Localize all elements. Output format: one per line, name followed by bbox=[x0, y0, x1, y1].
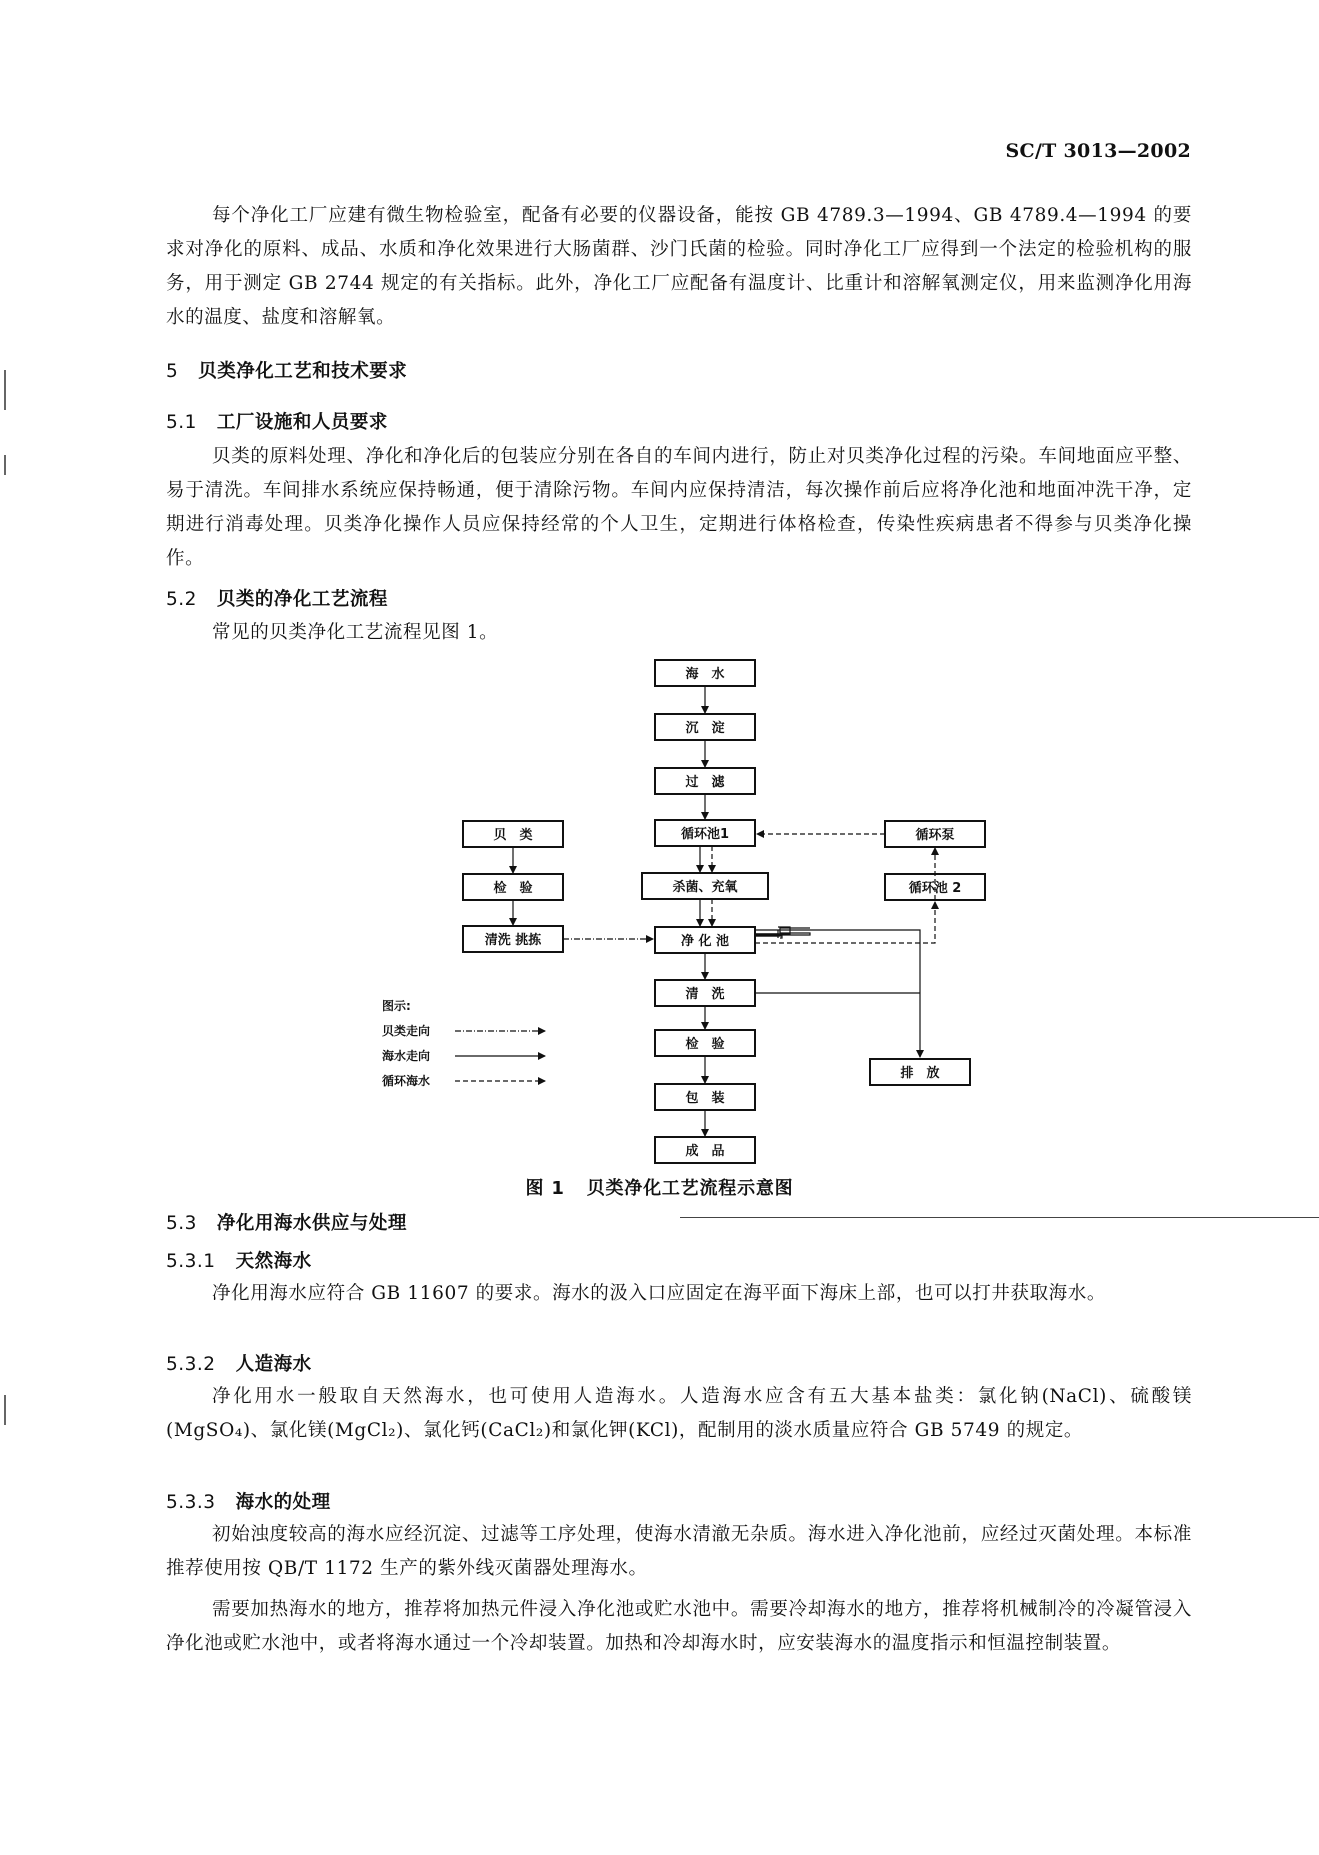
node-settle bbox=[655, 714, 755, 740]
standard-code: SC/T 3013—2002 bbox=[1005, 140, 1191, 162]
section-5-3-3-body-2 bbox=[166, 1593, 1192, 1661]
section-5-1-text: 贝类的原料处理、净化和净化后的包装应分别在各自的车间内进行，防止对贝类净化过程的污染。车间地面应平整、易于清洗。车间排水系统应保持畅通，便于清除污物。车间内应保持清洁，每次操作前后应将净化池和地面冲洗干净，定期进行消毒处理。贝类净化操作人员应保持经常的个人卫生，定期进行体格检查，传染性疾病患者不得参与贝类净化操作。 bbox=[166, 446, 1192, 569]
section-number: 5.3.2 bbox=[166, 1354, 216, 1375]
node-product-label: 成 品 bbox=[685, 1144, 725, 1159]
node-sterilize bbox=[642, 873, 768, 899]
section-5-3-heading bbox=[166, 1209, 407, 1235]
section-5-1-heading bbox=[166, 408, 388, 434]
section-number: 5.3.1 bbox=[166, 1251, 216, 1272]
node-circ-pool1-label: 循环池1 bbox=[680, 827, 730, 842]
scan-margin-mark bbox=[4, 455, 6, 475]
node-circ-pool1 bbox=[655, 820, 755, 846]
section-title: 贝类净化工艺和技术要求 bbox=[198, 361, 408, 382]
section-title: 工厂设施和人员要求 bbox=[216, 412, 388, 433]
legend-title: 图示: bbox=[382, 999, 411, 1013]
node-settle-label: 沉 淀 bbox=[685, 721, 725, 736]
purification-flowchart bbox=[360, 655, 1000, 1170]
section-5-3-3-text-1: 初始浊度较高的海水应经沉淀、过滤等工序处理，使海水清澈无杂质。海水进入净化池前，应经过灭菌处理。本标准推荐使用按 QB/T 1172 生产的紫外线灭菌器处理海水。 bbox=[166, 1524, 1192, 1579]
section-number: 5.2 bbox=[166, 589, 197, 610]
figure-number: 图 1 bbox=[525, 1178, 565, 1199]
section-5-3-2-heading bbox=[166, 1350, 312, 1376]
section-5-3-2-body bbox=[166, 1380, 1192, 1448]
node-wash-label: 清 洗 bbox=[685, 987, 725, 1002]
node-circ-pool2-label: 循环池 2 bbox=[908, 881, 962, 896]
node-pack-label: 包 装 bbox=[685, 1091, 725, 1106]
section-5-2-heading bbox=[166, 585, 388, 611]
node-product bbox=[655, 1137, 755, 1163]
section-title: 贝类的净化工艺流程 bbox=[216, 589, 388, 610]
node-inspect1-label: 检 验 bbox=[493, 881, 533, 896]
section-5-3-3-heading bbox=[166, 1488, 331, 1514]
section-title: 海水的处理 bbox=[235, 1492, 331, 1513]
section-5-3-1-text: 净化用海水应符合 GB 11607 的要求。海水的汲入口应固定在海平面下海床上部，也可以打井获取海水。 bbox=[212, 1283, 1106, 1304]
scan-margin-mark bbox=[4, 1395, 6, 1425]
node-wash-sort-label: 清洗 挑拣 bbox=[484, 933, 542, 948]
node-wash-sort bbox=[463, 926, 563, 952]
legend bbox=[382, 999, 545, 1088]
node-discharge-label: 排 放 bbox=[900, 1066, 940, 1081]
node-shellfish-label: 贝 类 bbox=[493, 828, 533, 843]
intro-text: 每个净化工厂应建有微生物检验室，配备有必要的仪器设备，能按 GB 4789.3—1994、GB 4789.4—1994 的要求对净化的原料、成品、水质和净化效果进行大肠菌群、沙门氏菌的检验。同时净化工厂应得到一个法定的检验机构的服务，用于测定 GB 2744 规定的有关指标。此外，净化工厂应配备有温度计、比重计和溶解氧测定仪，用来监测净化用海水的温度、盐度和溶解氧。 bbox=[166, 205, 1192, 328]
divider-line bbox=[680, 1217, 1319, 1218]
node-inspect1 bbox=[463, 874, 563, 900]
section-number: 5.3.3 bbox=[166, 1492, 216, 1513]
node-wash bbox=[655, 980, 755, 1006]
section-5-3-2-text: 净化用水一般取自天然海水，也可使用人造海水。人造海水应含有五大基本盐类：氯化钠(NaCl)、硫酸镁(MgSO₄)、氯化镁(MgCl₂)、氯化钙(CaCl₂)和氯化钾(KCl)，配制用的淡水质量应符合 GB 5749 的规定。 bbox=[166, 1386, 1192, 1441]
section-5-3-3-body-1 bbox=[166, 1518, 1192, 1586]
node-filter-label: 过 滤 bbox=[685, 775, 725, 790]
section-number: 5 bbox=[166, 361, 179, 382]
section-number: 5.3 bbox=[166, 1213, 197, 1234]
section-title: 净化用海水供应与处理 bbox=[216, 1213, 407, 1234]
scan-margin-mark bbox=[4, 370, 6, 410]
node-purify-pool-label: 净 化 池 bbox=[680, 934, 730, 949]
node-discharge bbox=[870, 1059, 970, 1085]
legend-circ-label: 循环海水 bbox=[382, 1074, 431, 1088]
section-5-3-1-body bbox=[166, 1277, 1192, 1311]
legend-seawater-label: 海水走向 bbox=[382, 1049, 431, 1063]
section-5-2-text: 常见的贝类净化工艺流程见图 1。 bbox=[212, 622, 499, 643]
section-title: 天然海水 bbox=[235, 1251, 312, 1272]
figure-caption bbox=[0, 1174, 1319, 1200]
node-circ-pump bbox=[885, 821, 985, 847]
section-5-heading bbox=[166, 357, 407, 383]
node-inspect2 bbox=[655, 1030, 755, 1056]
figure-caption-text: 贝类净化工艺流程示意图 bbox=[586, 1178, 794, 1199]
section-5-2-body bbox=[166, 616, 1192, 650]
intro-paragraph bbox=[166, 199, 1192, 335]
section-5-3-1-heading bbox=[166, 1247, 312, 1273]
node-circ-pump-label: 循环泵 bbox=[915, 828, 955, 843]
discharge-arrows bbox=[755, 924, 920, 1057]
node-shellfish bbox=[463, 821, 563, 847]
section-5-1-body bbox=[166, 440, 1192, 576]
node-inspect2-label: 检 验 bbox=[685, 1037, 725, 1052]
legend-shellfish-label: 贝类走向 bbox=[382, 1024, 431, 1038]
section-title: 人造海水 bbox=[235, 1354, 312, 1375]
node-filter bbox=[655, 768, 755, 794]
node-seawater-label: 海 水 bbox=[685, 667, 725, 682]
section-number: 5.1 bbox=[166, 412, 197, 433]
node-purify-pool bbox=[655, 927, 755, 953]
node-seawater bbox=[655, 660, 755, 686]
section-5-3-3-text-2: 需要加热海水的地方，推荐将加热元件浸入净化池或贮水池中。需要冷却海水的地方，推荐将机械制冷的冷凝管浸入净化池或贮水池中，或者将海水通过一个冷却装置。加热和冷却海水时，应安装海水的温度指示和恒温控制装置。 bbox=[166, 1599, 1192, 1654]
node-sterilize-label: 杀菌、充氧 bbox=[672, 880, 738, 895]
node-pack bbox=[655, 1084, 755, 1110]
